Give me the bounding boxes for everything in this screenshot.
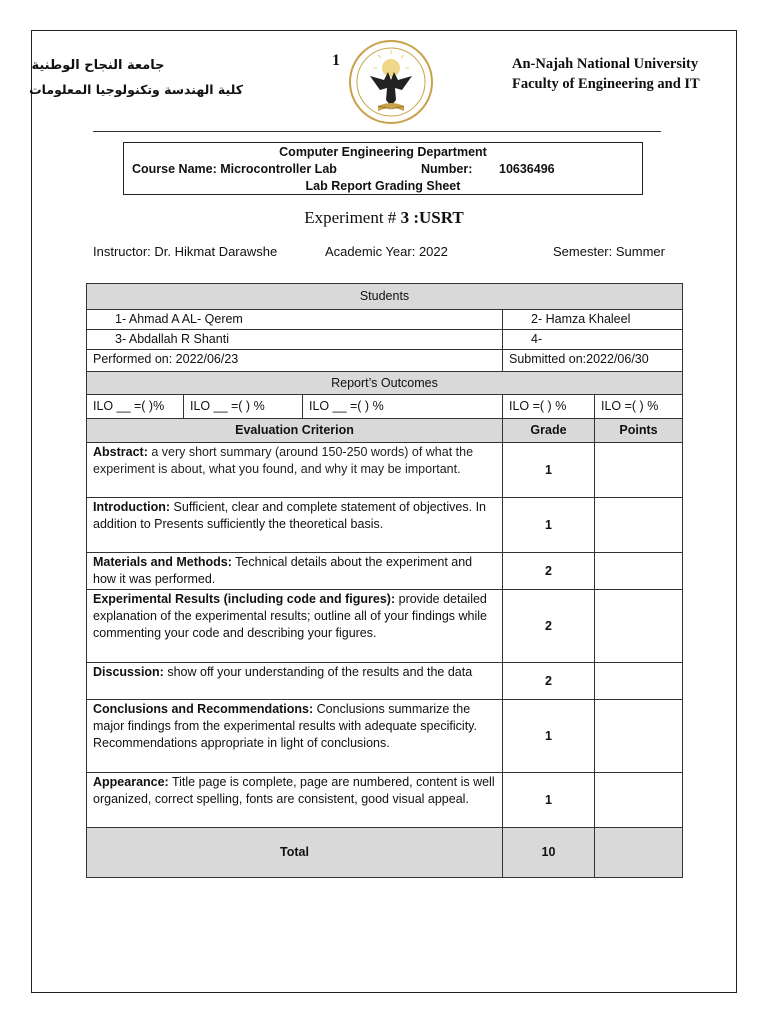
experiment-prefix: Experiment #	[304, 208, 401, 227]
criterion-points[interactable]	[595, 773, 683, 828]
criterion-points[interactable]	[595, 663, 683, 700]
instructor: Instructor: Dr. Hikmat Darawshe	[93, 244, 278, 259]
criterion-points[interactable]	[595, 590, 683, 663]
criterion-text: a very short summary (around 150-250 words) of what the experiment is about, what you found, and why it may be important.	[93, 445, 474, 476]
page-number: 1	[332, 52, 340, 69]
experiment-title	[0, 208, 768, 228]
criterion-text: provide detailed explanation of the experimental results; outline all of your findings while commenting your code and describing your figures.	[93, 592, 487, 640]
criterion-points[interactable]	[595, 553, 683, 590]
faculty-name-english: Faculty of Engineering and IT	[512, 76, 700, 92]
criterion-text: Technical details about the experiment and how it was performed.	[93, 555, 473, 586]
grading-table	[86, 283, 683, 878]
criterion-title: Conclusions and Recommendations:	[93, 702, 314, 716]
criterion-experimental-results	[87, 590, 503, 663]
course-name: Course Name: Microcontroller Lab	[132, 162, 337, 176]
criterion-text: Conclusions summarize the major findings from the experimental results with adequate specificity. Recommendations appropriate in light of conclusions.	[93, 702, 477, 750]
criterion-grade: 1	[503, 443, 595, 498]
criterion-grade: 1	[503, 773, 595, 828]
grade-header: Grade	[503, 419, 595, 443]
ilo-cell: ILO __ =( ) %	[303, 395, 503, 419]
ilo-cell: ILO =( ) %	[595, 395, 683, 419]
student-2: 2- Hamza Khaleel	[503, 310, 683, 330]
performed-on: Performed on: 2022/06/23	[87, 350, 503, 372]
course-number-value: 10636496	[499, 162, 555, 176]
criterion-title: Abstract:	[93, 445, 148, 459]
criterion-title: Appearance:	[93, 775, 169, 789]
university-name-arabic: جامعة النجاح الوطنية	[31, 58, 165, 73]
university-seal-icon	[348, 36, 434, 128]
faculty-name-arabic: كلية الهندسة وتكنولوجيا المعلومات	[29, 82, 243, 97]
points-header: Points	[595, 419, 683, 443]
header-divider	[93, 131, 661, 132]
criterion-title: Experimental Results (including code and figures):	[93, 592, 396, 606]
criterion-grade: 2	[503, 663, 595, 700]
criterion-title: Discussion:	[93, 665, 164, 679]
criterion-grade: 2	[503, 553, 595, 590]
criterion-discussion	[87, 663, 503, 700]
criterion-title: Materials and Methods:	[93, 555, 232, 569]
student-4: 4-	[503, 330, 683, 350]
sheet-title: Lab Report Grading Sheet	[305, 179, 461, 193]
outcomes-heading: Report’s Outcomes	[87, 372, 683, 395]
ilo-cell: ILO __ =( ) %	[184, 395, 303, 419]
student-3: 3- Abdallah R Shanti	[87, 330, 503, 350]
submitted-on: Submitted on:2022/06/30	[503, 350, 683, 372]
criterion-text: Title page is complete, page are numbered, content is well organized, correct spelling, fonts are consistent, good visual appeal.	[93, 775, 495, 806]
criterion-text: Sufficient, clear and complete statement of objectives. In addition to Presents sufficiently the theoretical basis.	[93, 500, 486, 531]
criterion-introduction	[87, 498, 503, 553]
experiment-number-title: 3 :USRT	[400, 208, 464, 227]
total-grade: 10	[503, 828, 595, 878]
criterion-points[interactable]	[595, 443, 683, 498]
criterion-header: Evaluation Criterion	[87, 419, 503, 443]
criterion-text: show off your understanding of the results and the data	[163, 665, 473, 679]
total-points[interactable]	[595, 828, 683, 878]
criterion-grade: 2	[503, 590, 595, 663]
ilo-cell: ILO =( ) %	[503, 395, 595, 419]
criterion-grade: 1	[503, 498, 595, 553]
course-info-box	[123, 142, 643, 195]
course-number-label: Number:	[421, 162, 473, 176]
university-name-english: An-Najah National University	[512, 56, 699, 72]
criterion-grade: 1	[503, 700, 595, 773]
criterion-abstract	[87, 443, 503, 498]
criterion-title: Introduction:	[93, 500, 171, 514]
criterion-points[interactable]	[595, 498, 683, 553]
criterion-points[interactable]	[595, 700, 683, 773]
department-name: Computer Engineering Department	[279, 145, 487, 159]
ilo-cell: ILO __ =( )%	[87, 395, 184, 419]
criterion-appearance	[87, 773, 503, 828]
total-label: Total	[87, 828, 503, 878]
criterion-conclusions	[87, 700, 503, 773]
criterion-materials-methods	[87, 553, 503, 590]
semester: Semester: Summer	[553, 244, 665, 259]
students-heading: Students	[87, 284, 683, 310]
student-1: 1- Ahmad A AL- Qerem	[87, 310, 503, 330]
academic-year: Academic Year: 2022	[325, 244, 448, 259]
